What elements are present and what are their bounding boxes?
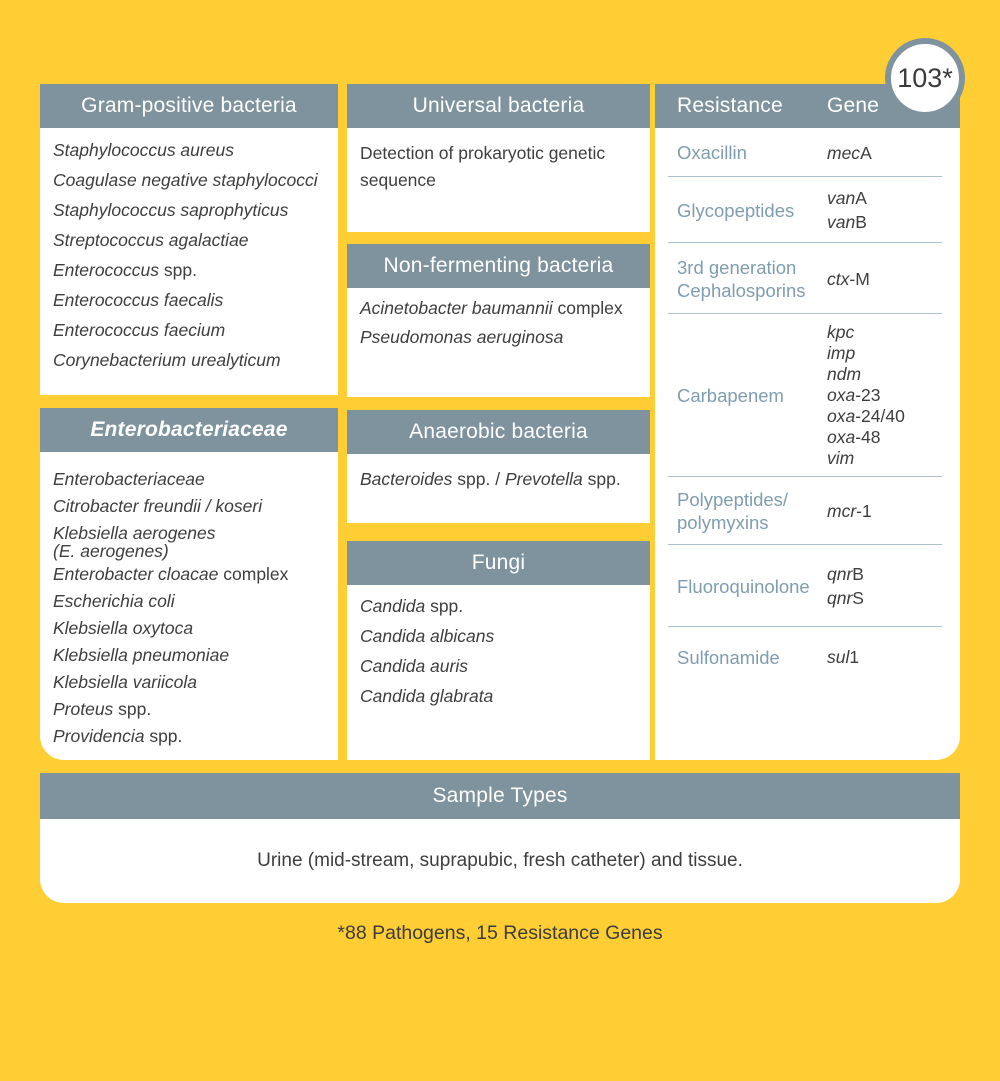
resistance-label: Carbapenem xyxy=(677,385,784,406)
text-segment: A xyxy=(855,188,867,208)
list-item xyxy=(53,588,332,615)
resistance-column-title: Resistance xyxy=(677,94,783,117)
card-header: Enterobacteriaceae xyxy=(40,408,338,452)
resistance-gene-card xyxy=(655,84,960,760)
list-item xyxy=(53,723,332,750)
gene-value xyxy=(827,427,960,448)
card-body xyxy=(40,128,338,395)
latin-name-segment: Coagulase negative staphylococci xyxy=(53,170,318,190)
card-body xyxy=(347,454,650,523)
list-item xyxy=(53,642,332,669)
text-segment: S xyxy=(852,588,864,608)
latin-name-segment: Enterococcus xyxy=(53,260,160,280)
text-segment: -24/40 xyxy=(855,406,905,426)
list-item xyxy=(360,464,644,494)
total-targets-badge xyxy=(885,38,965,118)
resistance-row xyxy=(655,128,960,177)
resistance-row xyxy=(655,243,960,314)
gene-column-title: Gene xyxy=(827,94,880,117)
latin-name-segment: Acinetobacter baumannii xyxy=(360,298,553,318)
latin-name-segment: (E. aerogenes) xyxy=(53,541,169,561)
column-universal-fungi xyxy=(347,84,650,760)
list-item xyxy=(53,669,332,696)
resistance-row xyxy=(655,314,960,477)
sample-types-header: Sample Types xyxy=(40,773,960,819)
latin-name-segment: oxa xyxy=(827,385,856,405)
latin-name-segment: Staphylococcus saprophyticus xyxy=(53,200,289,220)
list-item xyxy=(360,140,644,194)
card-fungi xyxy=(347,541,650,760)
latin-name-segment: kpc xyxy=(827,322,855,342)
text-segment: spp. xyxy=(425,596,464,616)
gene-cell xyxy=(827,267,960,291)
list-item-second-line xyxy=(53,542,332,561)
latin-name-segment: sul xyxy=(827,647,850,667)
list-item xyxy=(53,225,332,255)
list-item xyxy=(53,615,332,642)
gene-cell xyxy=(827,562,960,610)
card-header: Anaerobic bacteria xyxy=(347,410,650,454)
latin-name-segment: Candida xyxy=(360,596,426,616)
text-segment: -1 xyxy=(856,501,872,521)
card-gram-positive-bacteria xyxy=(40,84,338,395)
latin-name-segment: vim xyxy=(827,448,855,468)
card-header: Universal bacteria xyxy=(347,84,650,128)
card-header: Fungi xyxy=(347,541,650,585)
gene-cell xyxy=(827,186,960,234)
resistance-label: Oxacillin xyxy=(677,142,747,163)
latin-name-segment: Klebsiella variicola xyxy=(53,672,197,692)
list-item xyxy=(53,255,332,285)
latin-name-segment: Prevotella xyxy=(504,469,583,489)
footnote-text: *88 Pathogens, 15 Resistance Genes xyxy=(337,922,663,944)
latin-name-segment: van xyxy=(827,212,856,232)
latin-name-segment: Staphylococcus aureus xyxy=(53,140,234,160)
latin-name-segment: mcr xyxy=(827,501,857,521)
card-header: Gram-positive bacteria xyxy=(40,84,338,128)
resistance-label: Fluoroquinolone xyxy=(677,575,810,597)
gene-cell xyxy=(827,322,960,469)
card-body xyxy=(347,288,650,397)
gene-value xyxy=(827,364,960,385)
latin-name-segment: Candida glabrata xyxy=(360,686,494,706)
text-segment: -M xyxy=(849,268,870,289)
list-item xyxy=(360,294,644,323)
gene-value xyxy=(827,343,960,364)
gene-value xyxy=(827,322,960,343)
card-anaerobic-bacteria xyxy=(347,410,650,523)
text-segment: spp. xyxy=(144,726,183,746)
list-item xyxy=(360,323,644,352)
text-segment: spp. xyxy=(582,469,621,489)
list-item xyxy=(53,345,332,375)
card-header: Non-fermenting bacteria xyxy=(347,244,650,288)
latin-name-segment: Streptococcus agalactiae xyxy=(53,230,249,250)
sample-types-text: Urine (mid-stream, suprapubic, fresh catheter) and tissue. xyxy=(40,819,960,903)
list-item xyxy=(53,493,332,520)
resistance-gene-rows xyxy=(655,128,960,687)
gene-cell xyxy=(827,499,960,523)
latin-name-segment: qnr xyxy=(827,564,853,584)
resistance-label: Sulfonamide xyxy=(677,646,780,668)
card-enterobacteriaceae xyxy=(40,408,338,760)
gene-value xyxy=(827,586,960,610)
total-targets-value: 103* xyxy=(897,62,953,93)
resistance-row xyxy=(655,545,960,627)
list-item xyxy=(360,651,644,681)
resistance-label: 3rd generation Cephalosporins xyxy=(677,256,806,301)
list-item xyxy=(53,285,332,315)
list-item xyxy=(53,135,332,165)
list-item xyxy=(360,621,644,651)
list-item xyxy=(360,681,644,711)
gene-value xyxy=(827,448,960,469)
latin-name-segment: Enterococcus faecalis xyxy=(53,290,224,310)
text-segment: complex xyxy=(552,298,623,318)
text-segment: -48 xyxy=(855,427,881,447)
text-segment: spp. / xyxy=(452,469,505,489)
latin-name-segment: qnr xyxy=(827,588,853,608)
list-item xyxy=(360,591,644,621)
resistance-row xyxy=(655,177,960,243)
latin-name-segment: Candida albicans xyxy=(360,626,495,646)
list-item xyxy=(53,315,332,345)
latin-name-segment: Proteus xyxy=(53,699,114,719)
gene-cell xyxy=(827,645,960,669)
text-segment: complex xyxy=(218,564,289,584)
latin-name-segment: Providencia xyxy=(53,726,145,746)
card-body xyxy=(40,452,338,760)
text-segment: Detection of prokaryotic genetic sequence xyxy=(360,143,606,190)
text-segment: spp. xyxy=(159,260,197,280)
list-item xyxy=(53,195,332,225)
card-body xyxy=(347,128,650,232)
list-item xyxy=(53,696,332,723)
latin-name-segment: Pseudomonas aeruginosa xyxy=(360,327,564,347)
text-segment: A xyxy=(860,142,872,163)
latin-name-segment: Corynebacterium urealyticum xyxy=(53,350,281,370)
latin-name-segment: oxa xyxy=(827,427,856,447)
text-segment: B xyxy=(852,564,864,584)
latin-name-segment: Escherichia coli xyxy=(53,591,175,611)
gene-value xyxy=(827,645,960,669)
latin-name-segment: Klebsiella oxytoca xyxy=(53,618,194,638)
resistance-label: Glycopeptides xyxy=(677,199,795,221)
gene-value xyxy=(827,210,960,234)
resistance-row xyxy=(655,627,960,687)
gene-value xyxy=(827,385,960,406)
text-segment: B xyxy=(855,212,867,232)
latin-name-segment: Klebsiella aerogenes xyxy=(53,523,216,543)
gene-value xyxy=(827,562,960,586)
list-item xyxy=(53,466,332,493)
latin-name-segment: mec xyxy=(827,142,861,163)
latin-name-segment: Enterobacteriaceae xyxy=(53,469,205,489)
column-gram-positive-entero xyxy=(40,84,338,760)
latin-name-segment: van xyxy=(827,188,856,208)
gene-value xyxy=(827,141,960,165)
gene-value xyxy=(827,267,960,291)
latin-name-segment: Klebsiella pneumoniae xyxy=(53,645,230,665)
gene-cell xyxy=(827,141,960,165)
resistance-label: Polypeptides/ polymyxins xyxy=(677,489,789,533)
gene-value xyxy=(827,406,960,427)
resistance-row xyxy=(655,477,960,545)
text-segment: 1 xyxy=(849,647,860,667)
gene-value xyxy=(827,499,960,523)
list-item xyxy=(53,520,332,561)
card-non-fermenting-bacteria xyxy=(347,244,650,397)
latin-name-segment: oxa xyxy=(827,406,856,426)
latin-name-segment: Enterococcus faecium xyxy=(53,320,226,340)
gene-value xyxy=(827,186,960,210)
list-item xyxy=(53,561,332,588)
latin-name-segment: imp xyxy=(827,343,856,363)
latin-name-segment: Enterobacter cloacae xyxy=(53,564,219,584)
sample-types-card xyxy=(40,773,960,903)
latin-name-segment: ndm xyxy=(827,364,862,384)
latin-name-segment: Candida auris xyxy=(360,656,468,676)
text-segment: -23 xyxy=(855,385,881,405)
latin-name-segment: ctx xyxy=(827,268,850,289)
latin-name-segment: Citrobacter freundii / koseri xyxy=(53,496,263,516)
card-body xyxy=(347,585,650,760)
card-universal-bacteria xyxy=(347,84,650,232)
latin-name-segment: Bacteroides xyxy=(360,469,453,489)
text-segment: spp. xyxy=(113,699,152,719)
list-item xyxy=(53,165,332,195)
